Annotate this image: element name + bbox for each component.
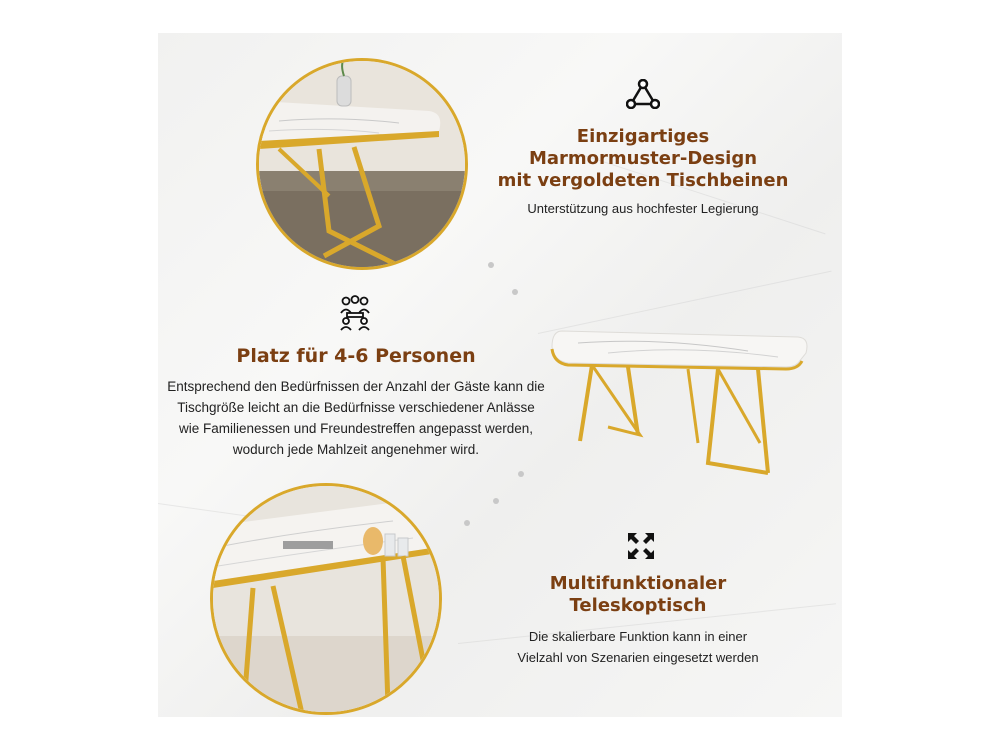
- decorative-dot: [464, 520, 470, 526]
- feature-2-title: Platz für 4-6 Personen: [236, 345, 476, 367]
- expand-arrows-icon: [626, 531, 656, 561]
- photo-extended-table: [210, 483, 442, 715]
- feature-3-title: [488, 573, 788, 617]
- photo-marble-table-detail-graphic: [259, 61, 468, 270]
- feature-2-description: [158, 376, 554, 460]
- feature-1-description: Unterstützung aus hochfester Legierung: [527, 201, 759, 216]
- product-feature-panel: [158, 33, 842, 717]
- people-meeting-icon: [338, 295, 372, 331]
- photo-marble-table-detail: [256, 58, 468, 270]
- feature-2-description-line: Entsprechend den Bedürfnissen der Anzahl der Gäste kann die: [167, 379, 545, 394]
- feature-3-title-line: Multifunktionaler: [549, 573, 727, 594]
- feature-3-description: [488, 626, 788, 668]
- feature-1-title-line: mit vergoldeten Tischbeinen: [497, 170, 789, 191]
- feature-3-description-line: Vielzahl von Szenarien eingesetzt werden: [517, 650, 759, 665]
- photo-extended-table-graphic: [213, 486, 442, 715]
- feature-2-description-line: wodurch jede Mahlzeit angenehmer wird.: [232, 442, 480, 457]
- feature-1-title-line: Einzigartiges: [576, 126, 710, 147]
- feature-1-title-line: Marmormuster-Design: [528, 148, 758, 169]
- decorative-dot: [488, 262, 494, 268]
- feature-1-title: [488, 126, 798, 192]
- decorative-dot: [518, 471, 524, 477]
- decorative-dot: [493, 498, 499, 504]
- triangle-nodes-icon: [626, 79, 660, 109]
- feature-3-description-line: Die skalierbare Funktion kann in einer: [528, 629, 748, 644]
- feature-3-title-line: Teleskoptisch: [569, 595, 707, 616]
- product-table-image: [548, 323, 818, 483]
- feature-2-description-line: wie Familienessen und Freundestreffen angepasst werden,: [179, 421, 533, 436]
- feature-2-description-line: Tischgröße leicht an die Bedürfnisse verschiedener Anlässe: [177, 400, 535, 415]
- decorative-dot: [512, 289, 518, 295]
